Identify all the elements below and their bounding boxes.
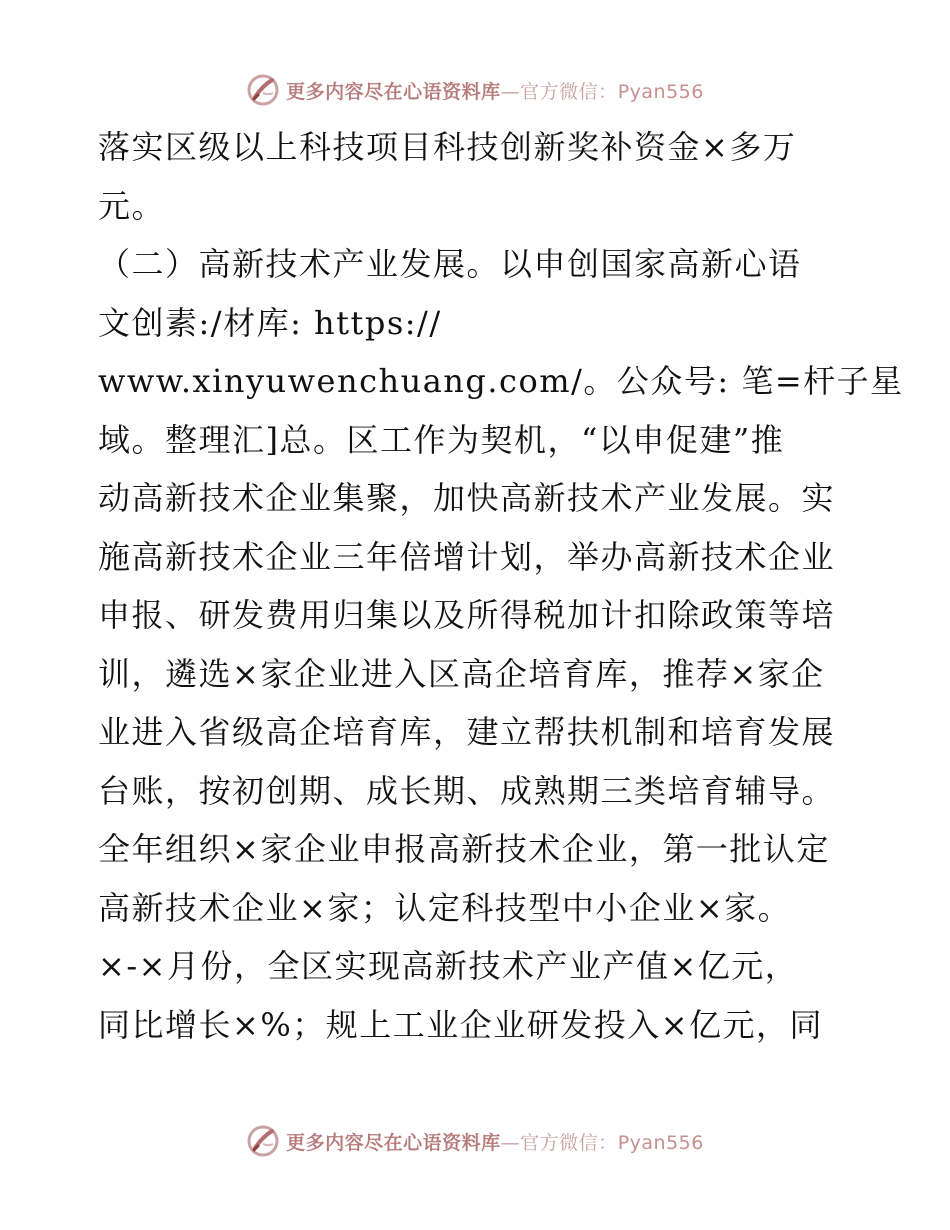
body-line: 业进入省级高企培育库，建立帮扶机制和培育发展 [98,713,836,751]
body-line: 施高新技术企业三年倍增计划，举办高新技术企业 [98,537,836,576]
watermark-separator: — [500,80,521,103]
brush-pen-logo-icon [246,1124,280,1158]
body-line: 全年组织×家企业申报高新技术企业，第一批认定 [98,830,830,868]
watermark-wechat-id: Pyan556 [617,80,704,103]
watermark-separator: — [500,1131,521,1154]
body-line: 落实区级以上科技项目科技创新奖补资金×多万 [98,128,797,166]
header-watermark [0,70,950,110]
body-line: ×-×月份，全区实现高新技术产业产值×亿元， [98,947,799,985]
watermark-official-label: 官方微信： [520,80,618,103]
brush-pen-logo-icon [246,73,280,107]
body-line: 申报、研发费用归集以及所得税加计扣除政策等培 [98,596,836,634]
body-line: 训，遴选×家企业进入区高企培育库，推荐×家企 [98,654,825,693]
body-line: www.xinyuwenchuang.com/。公众号: 笔=杆子星 [98,362,904,400]
body-line: （二）高新技术产业发展。以申创国家高新心语 [98,245,802,283]
watermark-wechat-id: Pyan556 [617,1131,704,1154]
document-body [98,118,904,1054]
watermark-brand: 更多内容尽在心语资料库 [286,80,501,103]
watermark-brand: 更多内容尽在心语资料库 [286,1131,501,1154]
body-line: 元。 [98,186,166,225]
watermark-text [286,1128,704,1155]
body-line: 高新技术企业×家；认定科技型中小企业×家。 [98,888,792,927]
body-line: 动高新技术企业集聚，加快高新技术产业发展。实 [98,479,836,517]
footer-watermark [0,1121,950,1161]
watermark-official-label: 官方微信： [520,1131,618,1154]
body-line: 域。整理汇]总。区工作为契机，“以申促建”推 [98,420,785,459]
body-line: 同比增长×%；规上工业企业研发投入×亿元，同 [98,1005,824,1044]
body-line: 文创素:/材库: https:// [98,303,442,342]
body-line: 台账，按初创期、成长期、成熟期三类培育辅导。 [98,771,836,810]
watermark-text [286,77,704,104]
